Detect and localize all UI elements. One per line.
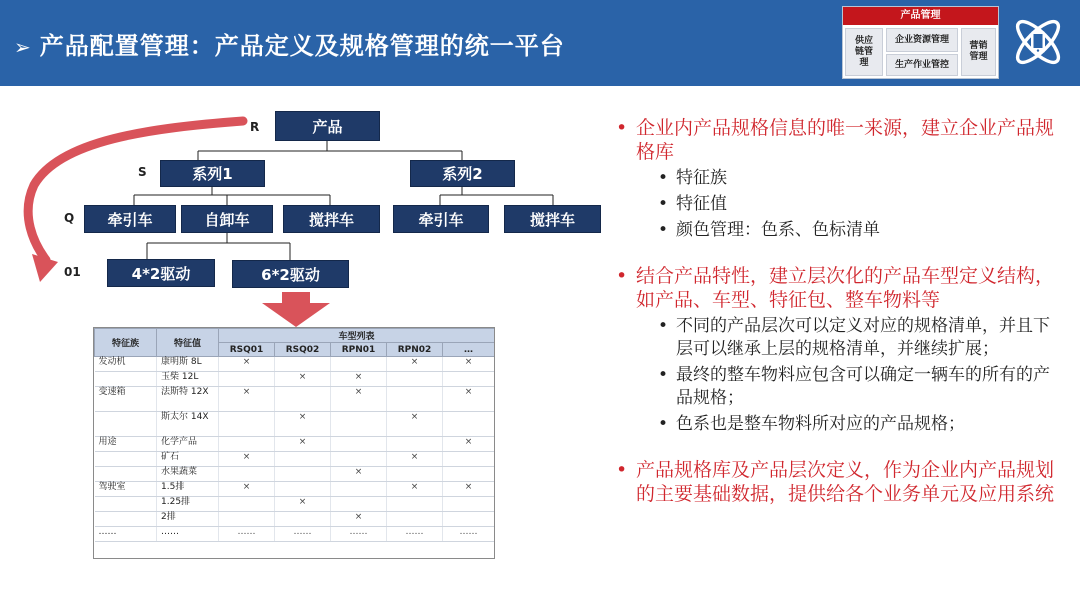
node-q4-tractor[interactable]: 牵引车 xyxy=(393,205,489,233)
col-header-family: 特征族 xyxy=(95,329,157,357)
table-row xyxy=(95,482,495,497)
level-r-label: R xyxy=(250,120,260,134)
cell-mark: × xyxy=(275,437,331,452)
cell-value: 化学产品 xyxy=(157,437,219,452)
cell-mark: × xyxy=(219,452,275,467)
cell-mark: …… xyxy=(331,527,387,542)
cell-mark xyxy=(275,452,331,467)
level-o-label: 01 xyxy=(64,265,81,279)
cell-mark xyxy=(443,512,495,527)
bullet-main: • 产品规格库及产品层次定义，作为企业内产品规划的主要基础数据，提供给各个业务单元及应用系统 xyxy=(614,458,1054,506)
cell-mark xyxy=(443,372,495,387)
cell-value: 法斯特 12X xyxy=(157,387,219,412)
bullet-sub: • 色系也是整车物料所对应的产品规格； xyxy=(614,413,1054,436)
module-marketing: 营销管理 xyxy=(961,28,996,76)
cell-family xyxy=(95,412,157,437)
curved-arrow-icon xyxy=(28,121,243,260)
cell-mark: × xyxy=(443,357,495,372)
table-row xyxy=(95,387,495,412)
cell-mark xyxy=(331,497,387,512)
module-title: 产品管理 xyxy=(843,7,998,25)
bullet-sub: • 不同的产品层次可以定义对应的规格清单，并且下层可以继承上层的规格清单，并继续扩展； xyxy=(614,315,1054,361)
bullet-list xyxy=(614,116,1054,506)
cell-family xyxy=(95,512,157,527)
node-q2-dump-truck[interactable]: 自卸车 xyxy=(181,205,273,233)
cell-family: 变速箱 xyxy=(95,387,157,412)
cell-mark: …… xyxy=(443,527,495,542)
cell-mark xyxy=(275,357,331,372)
bullet-main: • 企业内产品规格信息的唯一来源，建立企业产品规格库 xyxy=(614,116,1054,164)
node-o2-6x2[interactable]: 6*2驱动 xyxy=(232,260,349,288)
cell-value: 水果蔬菜 xyxy=(157,467,219,482)
cell-mark xyxy=(387,467,443,482)
cell-mark: × xyxy=(219,482,275,497)
node-q1-tractor[interactable]: 牵引车 xyxy=(84,205,176,233)
cell-mark: × xyxy=(331,512,387,527)
bullet-sub: • 特征族 xyxy=(614,167,1054,190)
page-title xyxy=(14,26,565,61)
model-header: RSQ01 xyxy=(219,343,275,357)
table-row xyxy=(95,412,495,437)
cell-value: 矿石 xyxy=(157,452,219,467)
cell-mark xyxy=(331,452,387,467)
cell-mark xyxy=(387,497,443,512)
cell-mark: × xyxy=(219,357,275,372)
table-row xyxy=(95,357,495,372)
cell-mark: × xyxy=(219,387,275,412)
cell-mark xyxy=(387,512,443,527)
cell-value: 玉柴 12L xyxy=(157,372,219,387)
cell-mark xyxy=(387,372,443,387)
cell-mark: × xyxy=(331,372,387,387)
table-row xyxy=(95,467,495,482)
cell-mark xyxy=(387,437,443,452)
table-row xyxy=(95,512,495,527)
table-row xyxy=(95,372,495,387)
cell-mark xyxy=(275,512,331,527)
cell-family xyxy=(95,467,157,482)
cell-mark xyxy=(443,467,495,482)
bullet-sub: • 颜色管理：色系、色标清单 xyxy=(614,219,1054,242)
model-header: RSQ02 xyxy=(275,343,331,357)
module-erp: 企业资源管理 xyxy=(886,28,958,52)
cell-family: 驾驶室 xyxy=(95,482,157,497)
cell-value: 2排 xyxy=(157,512,219,527)
cell-mark: × xyxy=(443,387,495,412)
cell-mark: × xyxy=(443,437,495,452)
col-header-models: 车型列表 xyxy=(219,329,495,343)
down-arrow-icon xyxy=(262,292,330,327)
cell-mark: …… xyxy=(219,527,275,542)
cell-mark xyxy=(443,452,495,467)
bullet-main: • 结合产品特性，建立层次化的产品车型定义结构，如产品、车型、特征包、整车物料等 xyxy=(614,264,1054,312)
level-s-label: S xyxy=(138,165,147,179)
cell-value: 1.5排 xyxy=(157,482,219,497)
cell-family xyxy=(95,372,157,387)
table-row xyxy=(95,452,495,467)
node-series-1[interactable]: 系列1 xyxy=(160,160,265,187)
cell-mark: …… xyxy=(275,527,331,542)
cell-mark: …… xyxy=(387,527,443,542)
header-bar xyxy=(0,0,1080,86)
bullet-sub: • 最终的整车物料应包含可以确定一辆车的所有的产品规格； xyxy=(614,364,1054,410)
cell-mark xyxy=(219,372,275,387)
cell-value: …… xyxy=(157,527,219,542)
node-o1-4x2[interactable]: 4*2驱动 xyxy=(107,259,215,287)
page-title-text: 产品配置管理：产品定义及规格管理的统一平台 xyxy=(39,32,565,60)
table-row xyxy=(95,527,495,542)
cell-mark xyxy=(275,467,331,482)
module-supply-chain: 供应链管理 xyxy=(845,28,883,76)
cell-value: 康明斯 8L xyxy=(157,357,219,372)
spec-table xyxy=(93,327,495,559)
cell-mark xyxy=(443,412,495,437)
cell-mark xyxy=(275,482,331,497)
model-header: RPN01 xyxy=(331,343,387,357)
cell-family: 用途 xyxy=(95,437,157,452)
cell-mark: × xyxy=(387,482,443,497)
node-product[interactable]: 产品 xyxy=(275,111,380,141)
module-mes: 生产作业管控 xyxy=(886,54,958,76)
cell-value: 斯太尔 14X xyxy=(157,412,219,437)
cell-mark xyxy=(275,387,331,412)
cell-mark xyxy=(331,437,387,452)
cell-mark: × xyxy=(387,412,443,437)
cell-mark xyxy=(219,412,275,437)
level-q-label: Q xyxy=(64,211,75,225)
cell-value: 1.25排 xyxy=(157,497,219,512)
cell-mark: × xyxy=(331,387,387,412)
cell-mark: × xyxy=(387,452,443,467)
cell-mark xyxy=(219,467,275,482)
col-header-value: 特征值 xyxy=(157,329,219,357)
model-header: RPN02 xyxy=(387,343,443,357)
cell-mark xyxy=(387,387,443,412)
cell-mark: × xyxy=(275,497,331,512)
table-row xyxy=(95,437,495,452)
cell-mark xyxy=(331,357,387,372)
cell-mark xyxy=(219,497,275,512)
module-map xyxy=(842,6,999,79)
table-row xyxy=(95,497,495,512)
cell-mark: × xyxy=(443,482,495,497)
cell-mark: × xyxy=(387,357,443,372)
cell-mark: × xyxy=(275,412,331,437)
model-header: … xyxy=(443,343,495,357)
cell-family xyxy=(95,452,157,467)
cell-mark xyxy=(219,437,275,452)
cell-mark xyxy=(443,497,495,512)
cell-mark xyxy=(331,482,387,497)
cell-mark xyxy=(331,412,387,437)
cell-family: …… xyxy=(95,527,157,542)
cell-family: 发动机 xyxy=(95,357,157,372)
chevron-icon: ➢ xyxy=(14,35,32,59)
cell-family xyxy=(95,497,157,512)
bullet-sub: • 特征值 xyxy=(614,193,1054,216)
node-q5-mixer[interactable]: 搅拌车 xyxy=(504,205,601,233)
atom-phone-icon xyxy=(1008,12,1068,72)
cell-mark: × xyxy=(275,372,331,387)
cell-mark xyxy=(219,512,275,527)
cell-mark: × xyxy=(331,467,387,482)
node-series-2[interactable]: 系列2 xyxy=(410,160,515,187)
node-q3-mixer[interactable]: 搅拌车 xyxy=(283,205,380,233)
